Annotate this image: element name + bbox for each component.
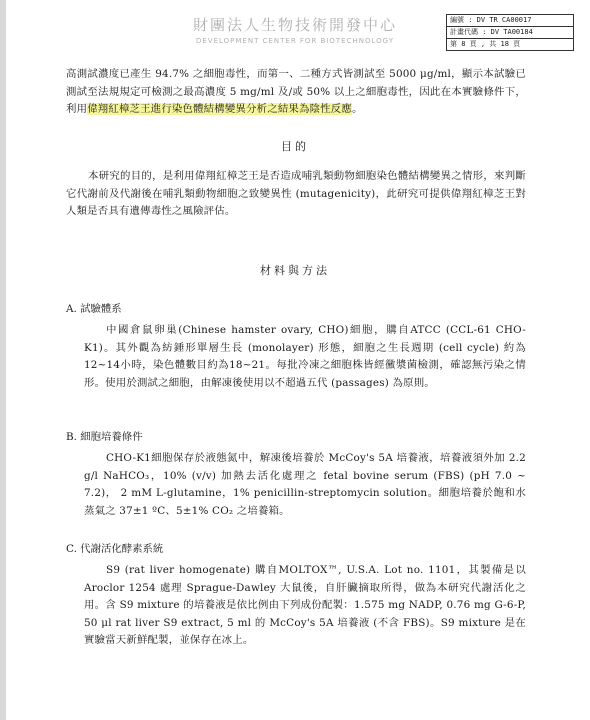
purpose-heading: 目的 [281, 140, 309, 153]
section-b-title: B. 細胞培養條件 [66, 431, 143, 443]
scan-edge [0, 0, 6, 720]
section-c-title: C. 代謝活化酵素系統 [66, 543, 164, 555]
page-number: 第 8 頁 , 共 18 頁 [450, 40, 521, 48]
section-b-paragraph: CHO-K1細胞保存於液態氮中，解凍後培養於 McCoy's 5A 培養液，培養液須外加 2.2 g/l NaHCO₃，10% (v/v) 加熱去活化處理之 fetal bovine serum (FBS) (pH 7.0 ~ 7.2)， 2 mM L-glutamine，1% penicillin-streptomycin solution。細胞培養於飽和水蒸氣之 37±1 ºC、5±1% CO₂ 之培養箱。 [84, 452, 526, 517]
methods-heading: 材料與方法 [260, 264, 330, 277]
plan-code: 計畫代碼 : DV TA00184 [447, 27, 573, 39]
intro-paragraph [66, 66, 526, 119]
section-a-paragraph: 中國倉鼠卵巢(Chinese hamster ovary, CHO)細胞，購自ATCC (CCL-61 CHO-K1)。其外觀為紡錘形單層生長 (monolayer) 形態，細胞之生長週期 (cell cycle) 約為12~14小時，染色體數目約為18~21。每批冷凍之細胞株皆經黴漿菌檢測，確認無污染之情形。使用於測試之細胞，由解凍後使用以不超過五代 (passages) 為原則。 [84, 324, 526, 389]
org-name-en: DEVELOPMENT CENTER FOR BIOTECHNOLOGY [195, 37, 395, 45]
section-c-paragraph: S9 (rat liver homogenate) 購自MOLTOX™, U.S.A. Lot no. 1101，其製備是以 Aroclor 1254 處理 Sprague-Dawley 大鼠後，自肝臟摘取所得，做為本研究代謝活化之用。含 S9 mixture 的培養液是依比例由下列成份配製：1.575 mg NADP, 0.76 mg G-6-P, 50 μl rat liver S9 extract, 5 ml 的 McCoy's 5A 培養液 (不含 FBS)。S9 mixture 是在實驗當天新鮮配製，並保存在冰上。 [84, 564, 526, 646]
document-info-box [446, 14, 574, 51]
org-logo [180, 14, 410, 46]
org-name: 財團法人生物技術開發中心 [192, 16, 397, 34]
intro-text: 高測試濃度已產生 94.7% 之細胞毒性，而第一、二種方式皆測試至 5000 μg/ml，顯示本試驗已測試至法規規定可檢測之最高濃度 5 mg/ml 及/或 50% 以上之細胞毒性，因此在本實驗條件下，利用 [66, 68, 526, 115]
doc-number: 編號 : DV TR CA00017 [447, 15, 573, 27]
purpose-paragraph: 本研究的目的，是利用偉翔紅樟芝王是否造成哺乳類動物細胞染色體結構變異之情形，來判斷它代謝前及代謝後在哺乳類動物細胞之致變異性 (mutagenicity)，此研究可提供偉翔紅樟芝王對人類是否具有遺傳毒性之風險評估。 [66, 170, 526, 217]
intro-end: 。 [351, 103, 363, 115]
highlighted-conclusion: 偉翔紅樟芝王進行染色體結構變異分析之結果為陰性反應 [87, 103, 352, 115]
section-a-title: A. 試驗體系 [66, 303, 122, 315]
